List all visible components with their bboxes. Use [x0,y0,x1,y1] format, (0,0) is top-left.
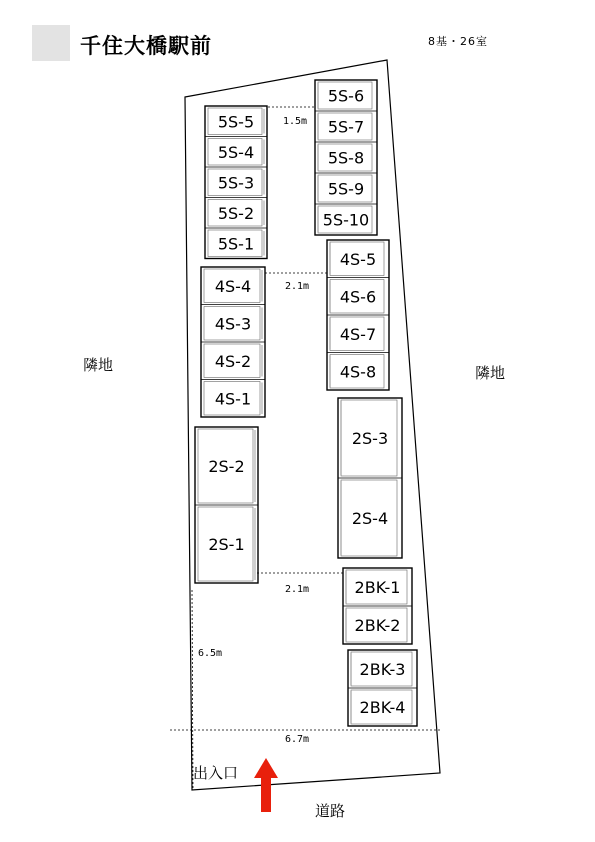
unit-label: 4S-3 [214,314,252,334]
unit-label: 2S-3 [351,429,389,448]
unit-label: 4S-6 [339,287,377,307]
unit-label: 5S-3 [217,173,255,193]
unit-label: 4S-2 [214,351,252,371]
neighbor-label-right: 隣地 [475,364,506,382]
unit-label: 5S-1 [217,234,255,254]
container-group-2bk-upper [343,568,412,644]
entrance-width-dimension: 6.7m [285,734,310,745]
unit-label: 5S-8 [327,148,365,168]
unit-label: 5S-5 [217,112,255,132]
unit-label: 4S-5 [339,249,377,269]
unit-label: 4S-4 [214,276,252,296]
lower-gap-dimension: 2.1m [285,584,310,595]
side-length-dimension: 6.5m [198,648,223,659]
unit-label: 5S-4 [217,142,255,162]
unit-label: 2BK-4 [359,698,406,717]
containers-layer [195,80,417,726]
unit-label: 5S-2 [217,203,255,223]
road-label: 道路 [315,802,346,820]
unit-label: 5S-6 [327,86,365,106]
container-group-2s-left [195,427,258,583]
unit-label: 2S-4 [351,509,389,528]
unit-label: 4S-7 [339,324,377,344]
unit-label: 2BK-1 [354,578,401,597]
container-group-5s-right [315,80,377,235]
entrance-label: 出入口 [193,764,239,782]
unit-label: 2S-2 [208,457,245,476]
mid-gap-dimension: 2.1m [285,281,310,292]
unit-label: 2BK-2 [354,616,401,635]
unit-summary: 8基・26室 [428,35,488,48]
unit-label: 5S-9 [327,179,365,199]
unit-label: 4S-1 [214,389,252,409]
neighbor-label-left: 隣地 [83,356,114,374]
unit-label: 5S-10 [322,210,370,230]
container-group-4s-right [327,240,389,390]
top-gap-dimension: 1.5m [283,116,308,127]
unit-label: 2S-1 [208,535,245,554]
container-group-2bk-lower [348,650,417,726]
unit-label: 2BK-3 [359,660,406,679]
unit-label: 5S-7 [327,117,365,137]
container-group-5s-left [205,106,267,259]
container-group-2s-right [338,398,402,558]
container-group-4s-left [201,267,265,417]
unit-label: 4S-8 [339,362,377,382]
page-title: 千住大橋駅前 [80,34,212,58]
